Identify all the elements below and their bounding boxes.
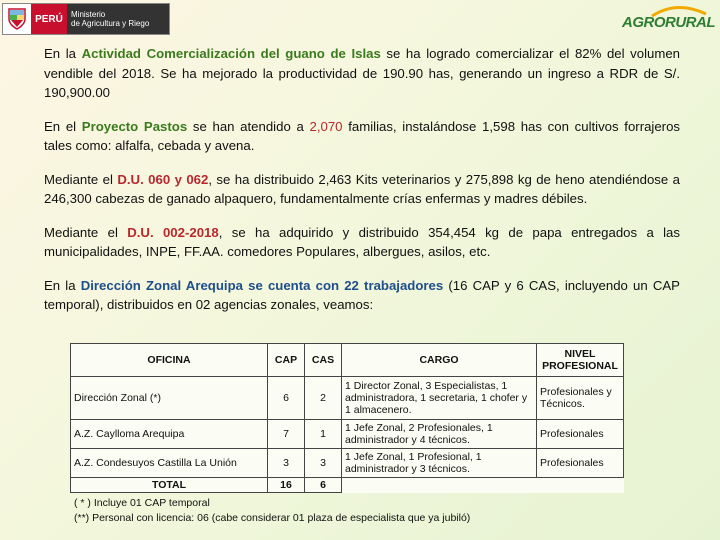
table-row xyxy=(71,377,624,420)
text: Mediante el xyxy=(44,224,128,240)
cell-nivel: Profesionales y Técnicos. xyxy=(537,377,624,420)
table-notes xyxy=(74,496,470,526)
text: En la xyxy=(44,277,81,293)
cell-cas: 1 xyxy=(305,420,342,449)
note-licencia: (**) Personal con licencia: 06 (cabe considerar 01 plaza de especialista que ya jubiló) xyxy=(74,512,471,524)
highlight-families: 2,070 xyxy=(309,118,343,134)
agrorural-logo xyxy=(622,4,715,34)
highlight-direccion-zonal: Dirección Zonal Arequipa se cuenta con 22 trabajadores xyxy=(80,277,444,293)
paragraph-direccion-zonal xyxy=(44,276,680,315)
total-cas: 6 xyxy=(305,478,342,493)
text: , se ha distribuido 2,463 Kits veterinarios y 275,898 kg de heno atendiéndose a 246,300 cabezas de ganado alpaquero, fundamentalmente crías enfermas y madres débiles. xyxy=(44,171,680,206)
table-header-row xyxy=(71,344,624,377)
header-cargo: CARGO xyxy=(342,344,537,377)
total-cap: 16 xyxy=(268,478,305,493)
highlight-du-002: D.U. 002-2018 xyxy=(127,224,219,240)
logo-ministry xyxy=(67,4,169,34)
header-nivel: NIVEL PROFESIONAL xyxy=(537,344,624,377)
text: Mediante el xyxy=(44,171,118,187)
highlight-guano: Actividad Comercialización del guano de Islas xyxy=(81,46,381,61)
highlight-du-060: D.U. 060 y 062 xyxy=(117,171,209,187)
cell-nivel: Profesionales xyxy=(537,420,624,449)
cell-cargo: 1 Jefe Zonal, 1 Profesional, 1 administrador y 3 técnicos. xyxy=(342,449,537,478)
table-row xyxy=(71,449,624,478)
cell-cap: 7 xyxy=(268,420,305,449)
logo-ministry-line2: de Agricultura y Riego xyxy=(71,19,150,28)
minagri-logo xyxy=(2,3,170,35)
text: familias, instalándose 1,598 has con cultivos forrajeros tales como: alfalfa, cebada y avena. xyxy=(44,118,681,153)
header-cap: CAP xyxy=(268,344,305,377)
empty-cell xyxy=(342,478,537,493)
header-cas: CAS xyxy=(305,344,342,377)
main-content xyxy=(44,44,680,329)
cell-oficina: A.Z. Caylloma Arequipa xyxy=(71,420,268,449)
staff-table xyxy=(70,343,624,493)
header-oficina: OFICINA xyxy=(71,344,268,377)
text: En el xyxy=(44,118,82,134)
total-label: TOTAL xyxy=(71,478,268,493)
paragraph-du-002 xyxy=(44,223,680,262)
logo-country: PERÚ xyxy=(31,4,67,34)
text: se ha logrado comercializar el 82% del volumen vendible del 2018. Se ha mejorado la productividad de 190.90 has, generando un ingreso a RDR de S/. 190,900.00 xyxy=(44,46,680,100)
brand-logo-text: AGRORURAL xyxy=(622,14,715,31)
text: (16 CAP y 6 CAS, incluyendo un CAP temporal), distribuidos en 02 agencias zonales, veamos: xyxy=(44,277,680,312)
text: En la xyxy=(44,46,82,61)
cell-cas: 3 xyxy=(305,449,342,478)
cell-cap: 3 xyxy=(268,449,305,478)
cell-cap: 6 xyxy=(268,377,305,420)
cell-cargo: 1 Director Zonal, 3 Especialistas, 1 administradora, 1 secretaria, 1 chofer y 1 almacenero. xyxy=(342,377,537,420)
cell-cargo: 1 Jefe Zonal, 2 Profesionales, 1 administrador y 4 técnicos. xyxy=(342,420,537,449)
text: se han atendido a xyxy=(187,118,310,134)
empty-cell xyxy=(537,478,624,493)
header xyxy=(0,0,720,40)
paragraph-guano xyxy=(44,44,680,103)
paragraph-du-060-062 xyxy=(44,170,680,209)
cell-oficina: Dirección Zonal (*) xyxy=(71,377,268,420)
paragraph-pastos xyxy=(44,117,680,156)
cell-nivel: Profesionales xyxy=(537,449,624,478)
logo-ministry-line1: Ministerio xyxy=(71,10,106,19)
cell-oficina: A.Z. Condesuyos Castilla La Unión xyxy=(71,449,268,478)
table-total-row xyxy=(71,478,624,493)
coat-of-arms-icon xyxy=(3,4,31,34)
note-cap-temporal: ( * ) Incluye 01 CAP temporal xyxy=(74,497,210,509)
highlight-pastos: Proyecto Pastos xyxy=(81,118,188,134)
text: , se ha adquirido y distribuido 354,454 kg de papa entregados a las municipalidades, INPE, FF.AA. comedores Populares, albergues, asilos, etc. xyxy=(44,224,680,259)
cell-cas: 2 xyxy=(305,377,342,420)
table-row xyxy=(71,420,624,449)
